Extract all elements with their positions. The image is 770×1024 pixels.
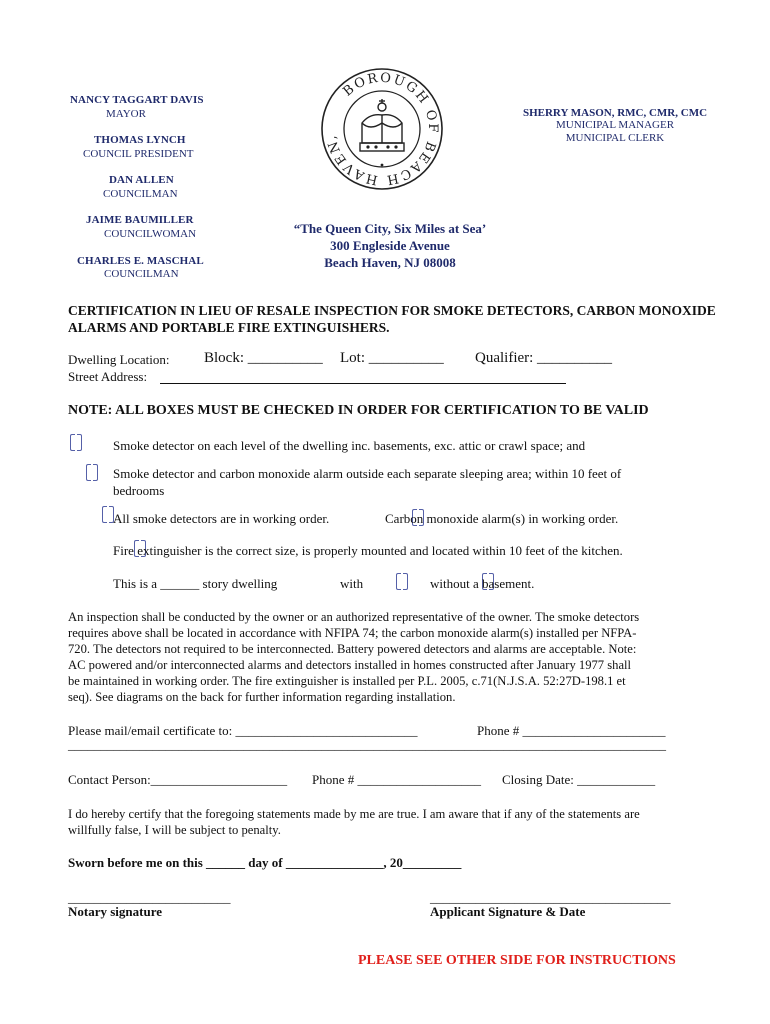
sworn-statement[interactable]: Sworn before me on this ______ day of _______________, 20_________ (68, 855, 462, 870)
borough-address (270, 220, 510, 271)
street-address-label: Street Address: (68, 369, 148, 384)
applicant-signature-line[interactable]: _____________________________________ (430, 890, 671, 905)
motto-text: “The Queen City, Six Miles at Sea’ (293, 221, 487, 236)
story-dwelling-field[interactable]: This is a ______ story dwelling (113, 576, 278, 591)
check-item-fire-extinguisher: Fire extinguisher is the correct size, is properly mounted and located within 10 feet of the kitchen. (113, 543, 623, 558)
applicant-signature-label: Applicant Signature & Date (430, 904, 586, 919)
inspection-paragraph (68, 609, 748, 705)
notary-signature-line[interactable]: _________________________ (68, 890, 231, 905)
checkbox-with-basement[interactable] (396, 573, 408, 588)
block-field[interactable]: Block: __________ (204, 350, 323, 366)
paragraph-line: An inspection shall be conducted by the owner or an authorized representative of the owner. The smoke detectors (68, 610, 640, 624)
checkbox-sleeping-area[interactable] (86, 464, 98, 479)
dwelling-location-label: Dwelling Location: (68, 352, 170, 367)
official-role-councilman-1: COUNCILMAN (103, 188, 178, 200)
qualifier-field[interactable]: Qualifier: __________ (475, 350, 613, 366)
paragraph-line: be maintained in working order. The fire extinguisher is installed per P.L. 2005, c.71(N.J.S.A. 52:27D-198.1 et (68, 674, 626, 688)
certification-statement (68, 806, 758, 838)
paragraph-line: 720. The detectors not required to be interconnected. Battery powered detectors and alarms are acceptable. Note: (68, 642, 637, 656)
checkbox-smoke-each-level[interactable] (70, 434, 82, 449)
official-name-council-president: THOMAS LYNCH (94, 134, 186, 146)
clerk-role-clerk: MUNICIPAL CLERK (565, 132, 665, 144)
official-role-mayor: MAYOR (106, 108, 146, 120)
official-name-councilman-2: CHARLES E. MASCHAL (77, 255, 204, 267)
street-address-field[interactable] (160, 383, 566, 384)
official-role-councilman-2: COUNCILMAN (104, 268, 179, 280)
contact-phone-field[interactable]: Phone # ___________________ (312, 772, 481, 787)
check-item-sleeping-area-cont: bedrooms (113, 483, 165, 498)
official-role-councilwoman: COUNCILWOMAN (104, 228, 197, 240)
official-name-mayor: NANCY TAGGART DAVIS (70, 94, 204, 106)
official-name-councilwoman: JAIME BAUMILLER (86, 214, 194, 226)
borough-seal-icon (318, 65, 446, 193)
with-basement-label: with (340, 576, 364, 591)
without-basement-label: without a basement. (430, 576, 535, 591)
contact-person-field[interactable]: Contact Person:_____________________ (68, 772, 288, 787)
check-item-smoke-each-level: Smoke detector on each level of the dwelling inc. basements, exc. attic or crawl space; and (113, 438, 586, 453)
svg-text:BOROUGH OF BEACH HAVEN, N.J.: BOROUGH OF BEACH HAVEN, (324, 70, 441, 188)
check-item-co-working: Carbon monoxide alarm(s) in working order. (385, 511, 619, 526)
title-line-1: CERTIFICATION IN LIEU OF RESALE INSPECTION FOR SMOKE DETECTORS, CARBON MONOXIDE (68, 303, 716, 318)
mail-certificate-field[interactable]: Please mail/email certificate to: ____________________________ (68, 723, 418, 738)
check-item-smoke-working: All smoke detectors are in working order. (113, 511, 330, 526)
mail-phone-field[interactable]: Phone # ______________________ (477, 723, 666, 738)
certify-line-2: willfully false, I will be subject to penalty. (68, 823, 281, 837)
clerk-role-manager: MUNICIPAL MANAGER (555, 119, 675, 131)
instructions-notice: PLEASE SEE OTHER SIDE FOR INSTRUCTIONS (358, 953, 676, 968)
document-title (68, 302, 748, 336)
borough-seal (318, 65, 446, 193)
address-street: 300 Engleside Avenue (330, 238, 450, 253)
address-city: Beach Haven, NJ 08008 (324, 255, 456, 270)
paragraph-line: AC powered and/or interconnected alarms and detectors installed in homes constructed after January 1977 shall (68, 658, 632, 672)
title-line-2: ALARMS AND PORTABLE FIRE EXTINGUISHERS. (68, 320, 390, 335)
closing-date-field[interactable]: Closing Date: ____________ (502, 772, 656, 787)
notary-signature-label: Notary signature (68, 904, 163, 919)
clerk-name: SHERRY MASON, RMC, CMR, CMC (522, 107, 708, 119)
official-name-councilman-1: DAN ALLEN (109, 174, 174, 186)
mail-address-line[interactable]: ____________________________________________________________________________________________ (68, 737, 666, 752)
check-item-sleeping-area: Smoke detector and carbon monoxide alarm outside each separate sleeping area; within 10 feet of (113, 466, 622, 481)
lot-field[interactable]: Lot: __________ (340, 350, 444, 366)
validity-note: NOTE: ALL BOXES MUST BE CHECKED IN ORDER FOR CERTIFICATION TO BE VALID (68, 403, 649, 418)
paragraph-line: requires above shall be located in accordance with NFIPA 74; the carbon monoxide alarm(s) installed per NFPA- (68, 626, 637, 640)
official-role-council-president: COUNCIL PRESIDENT (83, 148, 194, 160)
paragraph-line: seq). See diagrams on the back for further information regarding installation. (68, 690, 456, 704)
certify-line-1: I do hereby certify that the foregoing statements made by me are true. I am aware that if any of the statements are (68, 807, 640, 821)
